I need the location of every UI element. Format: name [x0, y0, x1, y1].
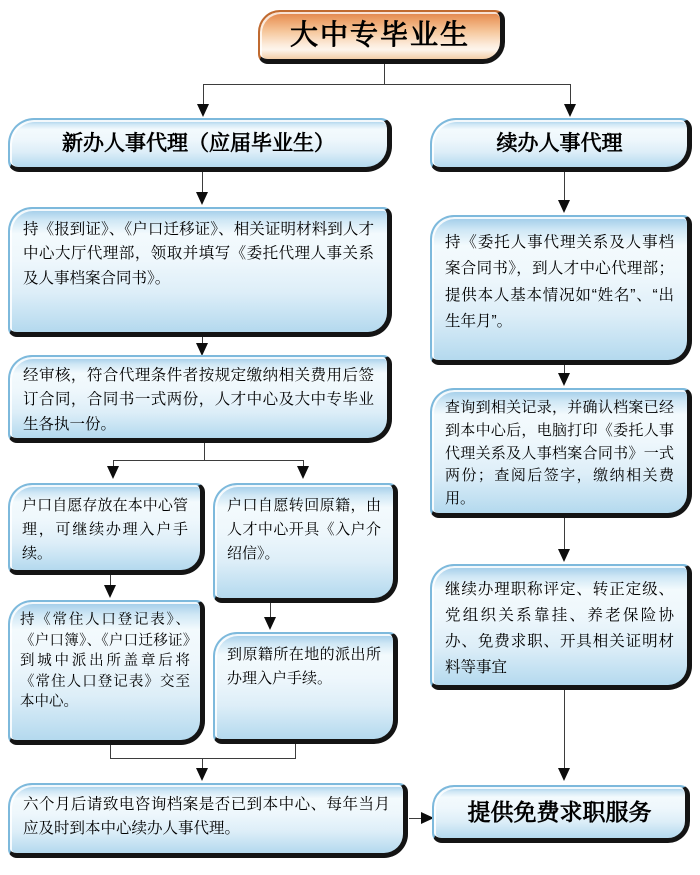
connector-line [564, 690, 565, 770]
followup-reminder-text: 六个月后请致电咨询档案是否已到本中心、每年当月应及时到本中心续办人事代理。 [23, 796, 390, 838]
arrow-down-icon [196, 192, 208, 205]
left-step2-review-box [8, 355, 392, 443]
arrow-down-icon [558, 768, 570, 781]
connector-line [295, 744, 296, 758]
hukou-return-text: 户口自愿转回原籍，由人才中心开具《入户介绍信》。 [227, 497, 381, 562]
connector-line [564, 172, 565, 202]
hukou-return-next-text: 到原籍所在地的派出所办理入户手续。 [227, 646, 381, 687]
connector-line [113, 460, 303, 461]
connector-line [203, 84, 204, 105]
followup-reminder-box [8, 783, 408, 858]
right-step1-contract-box [430, 215, 692, 365]
new-agency-header-label: 新办人事代理（应届毕业生） [62, 131, 335, 155]
flow-title-box [258, 10, 505, 64]
new-agency-header-box [8, 118, 392, 172]
left-step1-materials-box [8, 207, 392, 337]
connector-line [384, 64, 385, 84]
renew-agency-header-label: 续办人事代理 [496, 131, 623, 155]
right-step3-services-box [430, 564, 692, 690]
hukou-return-next-box [213, 632, 398, 744]
arrow-down-icon [197, 104, 209, 117]
arrow-down-icon [564, 104, 576, 117]
hukou-keep-next-text: 持《常住人口登记表》、《户口簿》、《户口迁移证》到城中派出所盖章后将《常住人口登记表》交至本中心。 [20, 612, 190, 711]
arrow-down-icon [297, 466, 309, 479]
renew-agency-header-box [430, 118, 692, 172]
connector-line [110, 758, 296, 759]
hukou-return-box [213, 483, 398, 603]
connector-line [564, 518, 565, 551]
arrow-down-icon [558, 200, 570, 213]
hukou-keep-text: 户口自愿存放在本中心管理，可继续办理入户手续。 [22, 497, 188, 562]
left-step1-text: 持《报到证》、《户口迁移证》、相关证明材料到人才中心大厅代理部，领取并填写《委托代理人事关系及人事档案合同书》。 [23, 221, 374, 287]
free-job-service-result-box [432, 785, 690, 843]
arrow-down-icon [107, 466, 119, 479]
right-step2-records-box [430, 388, 692, 518]
right-step3-text: 继续办理职称评定、转正定级、党组织关系靠挂、养老保险协办、免费求职、开具相关证明材料等事宜 [445, 581, 674, 677]
arrow-down-icon [264, 617, 276, 630]
connector-line [570, 84, 571, 105]
arrow-down-icon [104, 585, 116, 598]
arrow-down-icon [196, 768, 208, 781]
left-step2-text: 经审核，符合代理条件者按规定缴纳相关费用后签订合同，合同书一式两份，人才中心及大中专毕业生各执一份。 [23, 367, 374, 433]
right-step2-text: 查询到相关记录，并确认档案已经到本中心后，电脑打印《委托人事代理关系及人事档案合同书》一式两份；查阅后签字，缴纳相关费用。 [445, 399, 674, 508]
connector-line [204, 443, 205, 460]
hukou-keep-box [8, 483, 205, 575]
flow-title-label: 大中专毕业生 [289, 19, 470, 51]
connector-line [203, 84, 571, 85]
connector-line [110, 745, 111, 758]
free-job-service-label: 提供免费求职服务 [467, 799, 652, 826]
hukou-keep-next-box [8, 600, 205, 745]
arrow-down-icon [558, 549, 570, 562]
right-step1-text: 持《委托人事代理关系及人事档案合同书》，到人才中心代理部；提供本人基本情况如“姓名”、“出生年月”。 [445, 234, 674, 331]
arrow-down-icon [558, 373, 570, 386]
connector-line [202, 172, 203, 194]
